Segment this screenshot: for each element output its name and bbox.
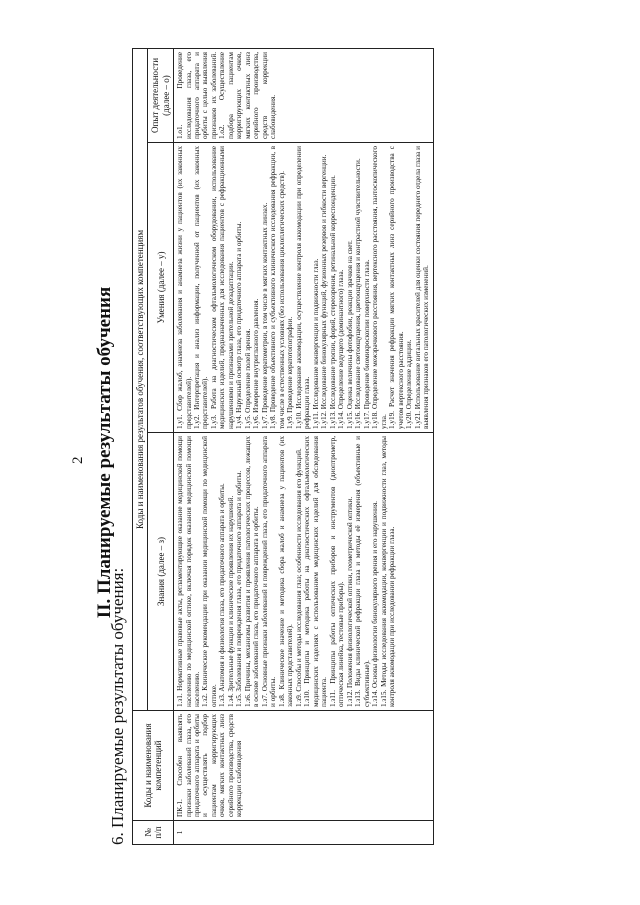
knowledge-item: 1.з8. Клиническое значение и методика сбора жалоб и анамнеза у пациентов (их законных представителей). [277,436,295,707]
row-number: 1 [174,821,434,845]
skill-item: 1.у5. Определение полей зрения. [243,328,252,429]
experience-cell [174,49,434,143]
knowledge-item: 1.з6. Причины, механизмы развития и проявления патологических процессов, лежащих в основе заболеваний глаза, его придаточного аппарата и орбиты. [243,436,261,707]
skill-item: 1.у8. Проведение объективного и субъективного клинического исследования рефракции, в том числе в естественных условиях (без использования циклоплегических средств). [269,146,286,429]
knowledge-item: 1.з12. Положения физиологической оптики, геометрической оптики. [345,496,354,707]
knowledge-cell [174,433,434,711]
knowledge-item: 1.з9. Способы и методы исследования глаз; особенности исследования его функций. [294,448,303,707]
skill-item: 1.у2. Интерпретация и анализ информации, полученной от пациентов (их законных представителей). [193,146,210,429]
skill-item: 1.у21. Использование витальных красителей для оценки состояния переднего отдела глаза и выявления признаков его патологических изменений. [413,146,431,429]
knowledge-item: 1.з10. Принципы и методика работы на диагностических офтальмологических медицинских изделиях с использованием медицинских изделий для обследования пациента. [303,436,329,707]
table-header-row [133,49,148,845]
competence-text: ПК-1. Способен выявлять признаки заболеваний глаза, его придаточного аппарата и орбиты и осуществлять подбор пациентам корригирующих очков, мягких контактных линз серийного производства, средств коррекции слабовидения [176,714,244,817]
page-number: 2 [70,456,86,464]
results-table [132,48,434,845]
skill-item: 1.у1. Сбор жалоб, анамнеза заболевания и анамнеза жизни у пациентов (их законных представителей). [176,146,193,429]
competence-cell [174,711,434,821]
knowledge-item: 1.з2. Клинические рекомендации при оказании медицинской помощи по медицинской оптике. [201,436,218,707]
knowledge-item: 1.з13. Виды клинической рефракции глаза и методы её измерения (объективные и субъективные). [354,436,371,707]
header-skills: Умения (далее – у) [148,143,174,433]
knowledge-item: 1.з11. Принципы работы оптических приборов и инструментов (диоптриметр, оптическая линейка, тестовые приборы). [328,436,346,707]
experience-text: 1.о1. Проведение исследования глаза, его придаточного аппарата и орбиты с целью выявления признаков их заболеваний. 1.о2. Осуществление подбора пациентам корригирующих очков, мягких контактных линз серийного производства, средств коррекции слабовидения. [176,52,278,139]
skill-item: 1.у4. Наружный осмотр глаза, его придаточного аппарата и орбиты. [235,221,244,429]
header-knowledge: Знания (далее – з) [148,433,174,711]
knowledge-item: 1.з5. Заболевания и повреждения глаза, его придаточного аппарата и орбиты. [235,470,244,707]
skill-item: 1.у20. Определение аддиции. [405,339,414,429]
knowledge-item: 1.з14. Основы физиологии бинокулярного зрения и его нарушения. [371,501,380,707]
skill-item: 1.у11. Исследование конвергенции и подвижности глаз. [311,258,320,429]
header-group: Коды и наименования результатов обучения, соответствующих компетенциям [133,49,148,711]
skill-item: 1.у10. Исследование аккомодации, осуществление контроля аккомодации при определении рефракции глаза. [294,146,312,429]
header-num: № п/п [133,821,174,845]
skill-item: 1.у9. Проведение кератотопографии. [286,316,295,429]
skill-item: 1.у19. Расчет значения рефракции мягких контактных линз серийного производства с учетом вертексного расстояния. [388,146,405,429]
skill-item: 1.у13. Исследование тропии, форий, стереозрения, ретинальной корреспонденции. [328,175,337,429]
header-experience: Опыт деятельности (далее – о) [148,49,174,143]
skill-item: 1.у16. Исследование светоощущения, цветоощущения и контрастной чувствительности. [354,158,363,429]
skill-item: 1.у18. Определение межзрачкового расстояния, вертексного расстояния, пантоскопического угла. [371,146,388,429]
skills-cell [174,143,434,433]
skill-item: 1.у14. Определение ведущего (доминантного) глаза. [337,269,346,429]
knowledge-item: 1.з3. Анатомия и физиология глаза, его придаточного аппарата и орбиты. [218,483,227,707]
knowledge-item: 1.з4. Зрительные функции и клинические проявления их нарушений. [226,495,235,707]
skill-item: 1.у15. Оценка величины фотофобии, реакции зрачков на свет. [345,240,354,429]
skill-item: 1.у17. Проведение биомикроскопии поверхности глаза. [362,259,371,429]
header-codes: Коды и наименования компетенций [133,711,174,821]
skill-item: 1.у3. Работа на диагностическом офтальмологическом оборудовании, использование медицинских изделий, предназначенных для исследования пациентов с рефракционными нарушениями и признаками зрительной дезадаптации. [209,146,235,429]
table-row [174,49,434,845]
knowledge-item: 1.з15. Методы исследования аккомодации, конвергенции и подвижности глаз, методы контроля аккомодации при исследовании рефракции глаза. [379,436,397,707]
skill-item: 1.у7. Проведение кератометрии, в том числе в мягких контактных линзах. [260,202,269,429]
section-heading: II. Планируемые результаты обучения [94,286,115,619]
skill-item: 1.у6. Измерение внутриглазного давления. [252,298,261,429]
skill-item: 1.у12. Исследование бинокулярных функций, фузионных резервов и гибкости вергенции. [320,154,329,429]
knowledge-item: 1.з1. Нормативные правовые акты, регламентирующие оказание медицинской помощи населению по медицинской оптике, включая порядок оказания медицинской помощи населению. [176,436,201,707]
subsection-heading: 6. Планируемые результаты обучения: [108,567,127,845]
knowledge-item: 1.з7. Основные признаки заболеваний и повреждений глаза, его придаточного аппарата и орбиты. [260,436,278,707]
